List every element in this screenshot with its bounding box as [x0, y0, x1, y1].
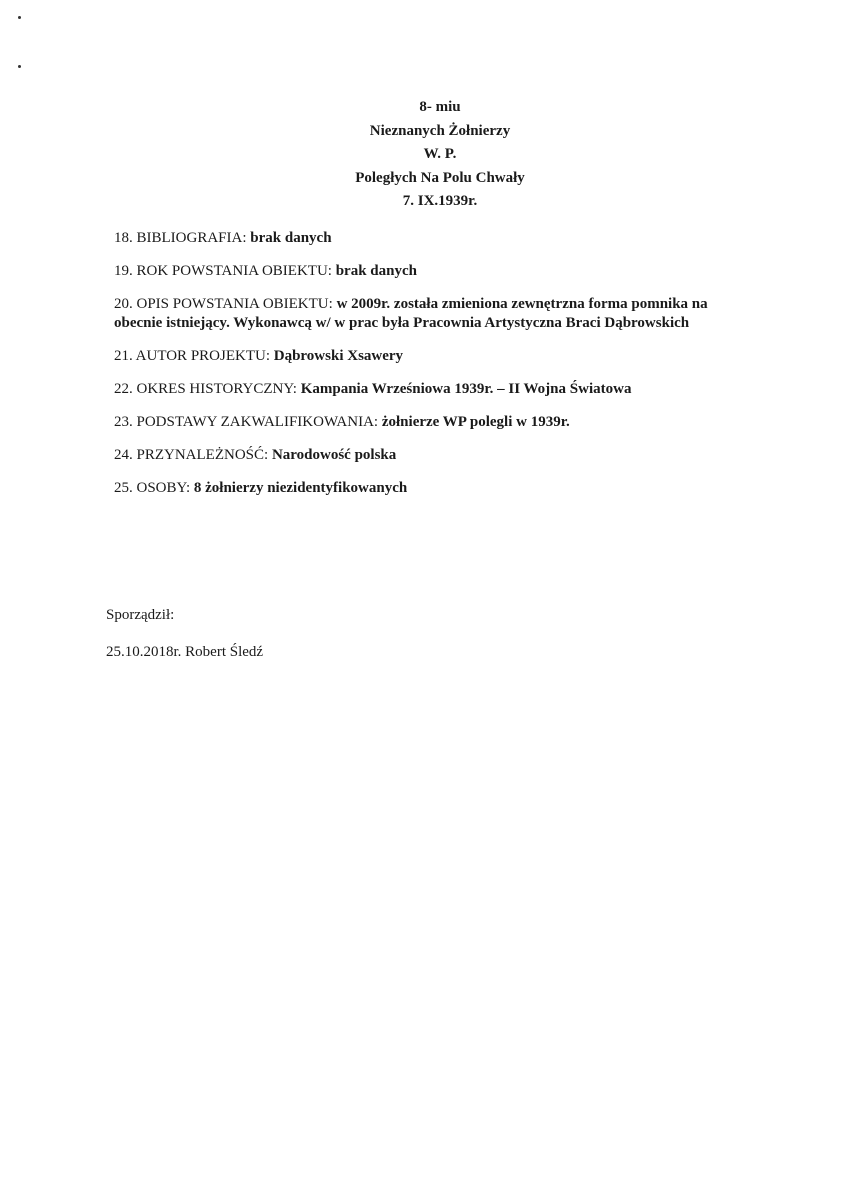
field-label: 22. OKRES HISTORYCZNY: — [114, 381, 301, 397]
scan-mark — [18, 65, 21, 68]
scan-mark — [18, 16, 21, 19]
field-value: brak danych — [250, 230, 332, 246]
field-period — [114, 380, 754, 399]
field-persons — [114, 479, 754, 498]
header-line-5: 7. IX.1939r. — [402, 193, 478, 209]
header-line-3: W. P. — [423, 146, 457, 162]
field-label: 18. BIBLIOGRAFIA: — [114, 230, 251, 246]
header-line-4: Poległych Na Polu Chwały — [355, 169, 525, 186]
field-value: Dąbrowski Xsawery — [273, 348, 404, 364]
prepared-by-value: 25.10.2018r. Robert Śledź — [106, 644, 264, 660]
field-label: 25. OSOBY: — [114, 480, 194, 496]
field-basis — [114, 413, 754, 432]
field-label: 19. ROK POWSTANIA OBIEKTU: — [114, 263, 336, 279]
field-label: 23. PODSTAWY ZAKWALIFIKOWANIA: — [114, 414, 382, 430]
field-label: 24. PRZYNALEŻNOŚĆ: — [114, 447, 272, 463]
field-affiliation — [114, 446, 754, 465]
field-value: 8 żołnierzy niezidentyfikowanych — [193, 480, 408, 496]
field-label: 21. AUTOR PROJEKTU: — [114, 348, 274, 364]
prepared-by-label: Sporządził: — [106, 607, 175, 623]
field-label: 20. OPIS POWSTANIA OBIEKTU: — [114, 296, 337, 312]
header-line-2: Nieznanych Żołnierzy — [369, 122, 511, 139]
field-value: Narodowość polska — [271, 447, 397, 463]
field-description — [114, 295, 754, 333]
field-value: w 2009r. została zmieniona zewnętrzna forma pomnika na obecnie istniejący. Wykonawcą w/ w prac była Pracownia Artystyczna Braci Dąbrowskich — [114, 296, 708, 331]
field-value: brak danych — [335, 263, 417, 279]
field-year — [114, 262, 754, 281]
document-footer — [106, 606, 263, 680]
field-list — [114, 229, 754, 512]
field-author — [114, 347, 754, 366]
field-value: Kampania Wrześniowa 1939r. – II Wojna Światowa — [300, 381, 632, 397]
document-header — [250, 96, 630, 214]
field-value: żołnierze WP polegli w 1939r. — [381, 414, 570, 430]
header-line-1: 8- miu — [419, 99, 461, 115]
field-bibliography — [114, 229, 754, 248]
